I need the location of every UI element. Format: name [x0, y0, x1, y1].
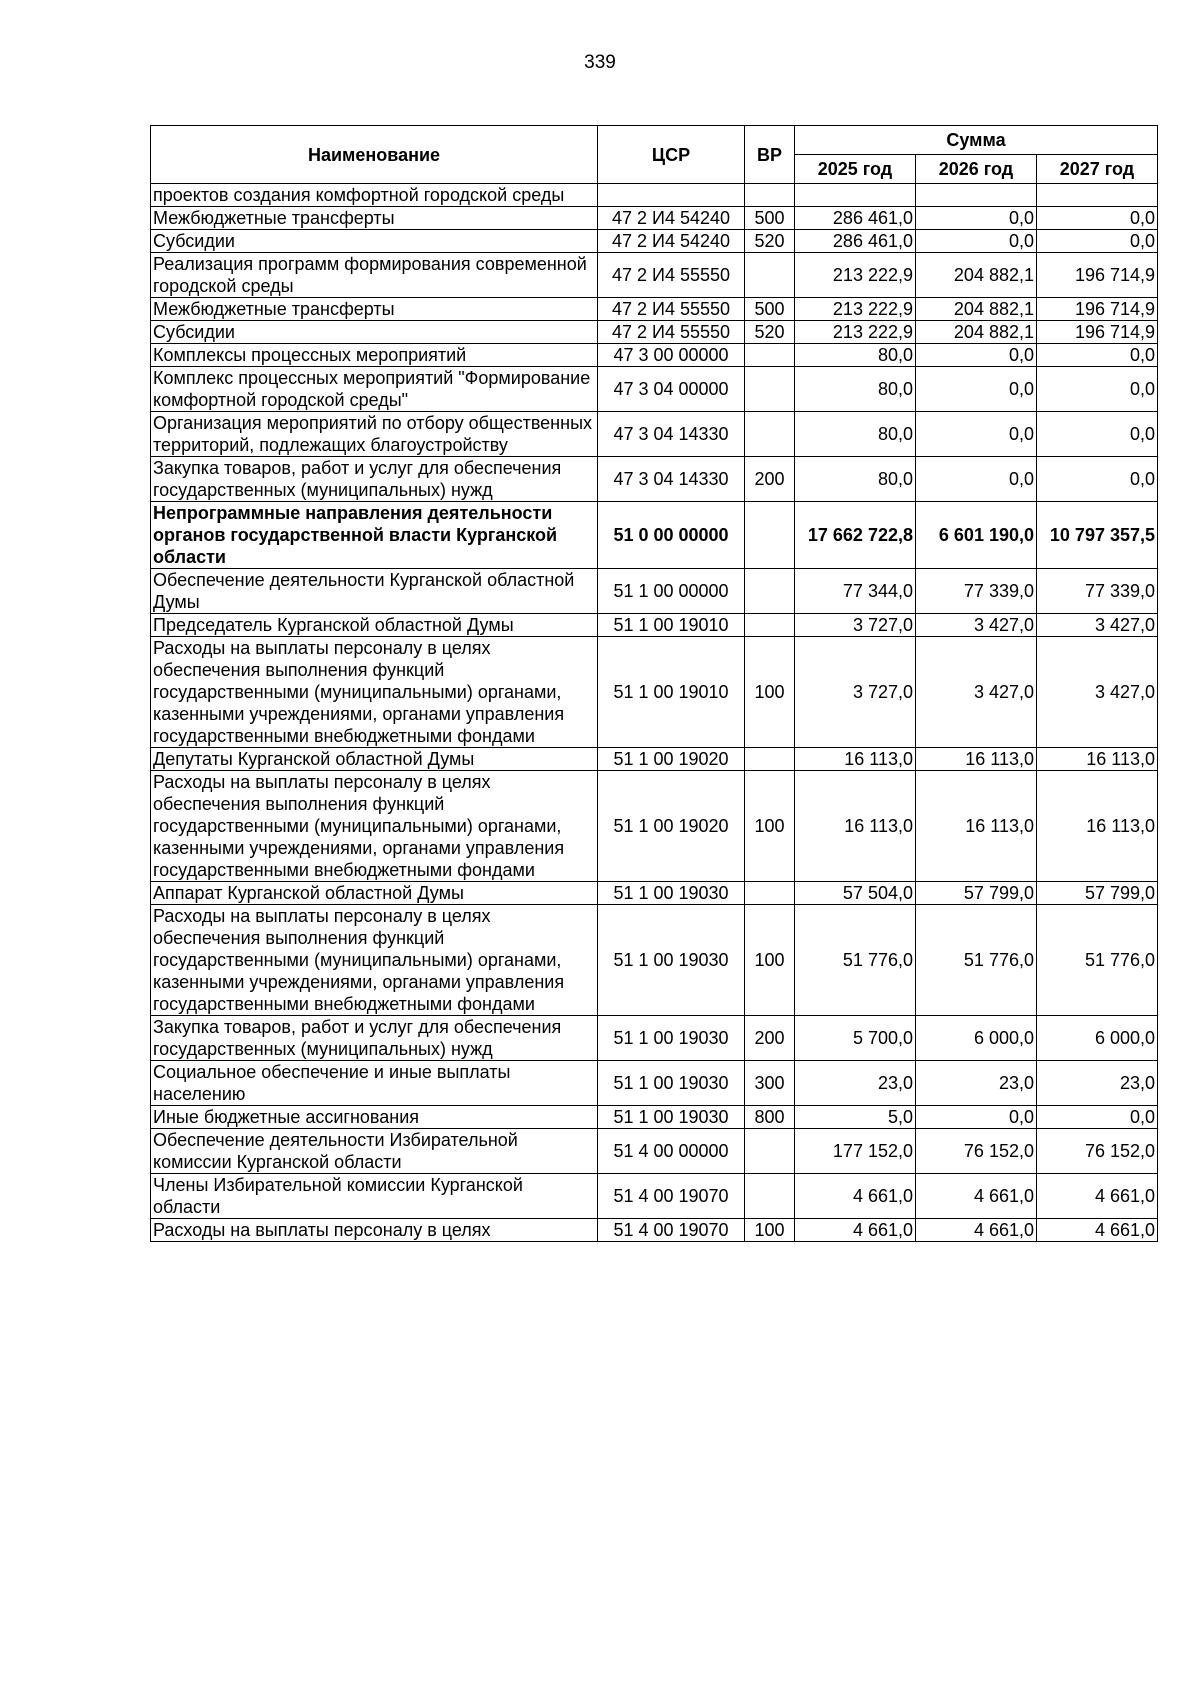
row-name: Социальное обеспечение и иные выплаты населению: [151, 1061, 598, 1106]
row-amount-2025: 286 461,0: [795, 207, 916, 230]
table-header: [151, 126, 1158, 184]
row-vr: 100: [745, 905, 795, 1016]
row-csr: 51 1 00 19010: [598, 614, 745, 637]
row-csr: 47 2 И4 54240: [598, 207, 745, 230]
table-row: [151, 367, 1158, 412]
row-amount-2025: 23,0: [795, 1061, 916, 1106]
row-csr: 51 1 00 19030: [598, 1061, 745, 1106]
row-amount-2026: 51 776,0: [916, 905, 1037, 1016]
row-amount-2025: 4 661,0: [795, 1174, 916, 1219]
row-name: Межбюджетные трансферты: [151, 207, 598, 230]
header-year-2025: 2025 год: [795, 155, 916, 184]
page-number: 339: [584, 52, 616, 73]
row-name: Члены Избирательной комиссии Курганской области: [151, 1174, 598, 1219]
row-amount-2026: 204 882,1: [916, 298, 1037, 321]
table-row: [151, 882, 1158, 905]
row-csr: 51 0 00 00000: [598, 502, 745, 569]
row-amount-2027: [1037, 184, 1158, 207]
row-vr: [745, 748, 795, 771]
row-amount-2025: 5,0: [795, 1106, 916, 1129]
row-amount-2027: 0,0: [1037, 457, 1158, 502]
row-vr: 520: [745, 321, 795, 344]
table-row: [151, 321, 1158, 344]
row-amount-2025: 16 113,0: [795, 771, 916, 882]
row-vr: 520: [745, 230, 795, 253]
row-vr: [745, 367, 795, 412]
table-row: [151, 1129, 1158, 1174]
table-row: [151, 569, 1158, 614]
row-csr: 51 1 00 19020: [598, 748, 745, 771]
row-name: Закупка товаров, работ и услуг для обеспечения государственных (муниципальных) нужд: [151, 457, 598, 502]
table-row: [151, 230, 1158, 253]
row-amount-2026: 77 339,0: [916, 569, 1037, 614]
table-row: [151, 502, 1158, 569]
row-vr: 100: [745, 771, 795, 882]
row-amount-2025: 16 113,0: [795, 748, 916, 771]
row-csr: 47 3 00 00000: [598, 344, 745, 367]
row-name: Обеспечение деятельности Курганской областной Думы: [151, 569, 598, 614]
table-row: [151, 771, 1158, 882]
row-vr: [745, 412, 795, 457]
row-csr: 47 3 04 14330: [598, 412, 745, 457]
table-row: [151, 298, 1158, 321]
row-amount-2025: 3 727,0: [795, 637, 916, 748]
table-row: [151, 1106, 1158, 1129]
row-amount-2025: 80,0: [795, 412, 916, 457]
row-amount-2026: 6 000,0: [916, 1016, 1037, 1061]
row-vr: [745, 1129, 795, 1174]
row-vr: 200: [745, 457, 795, 502]
row-csr: [598, 184, 745, 207]
header-name: Наименование: [151, 126, 598, 184]
row-csr: 47 2 И4 55550: [598, 253, 745, 298]
row-amount-2027: 3 427,0: [1037, 614, 1158, 637]
row-name: Закупка товаров, работ и услуг для обеспечения государственных (муниципальных) нужд: [151, 1016, 598, 1061]
row-amount-2027: 6 000,0: [1037, 1016, 1158, 1061]
row-name: Расходы на выплаты персоналу в целях обеспечения выполнения функций государственными (муниципальными) органами, казенными учреждениями, органами управления государственными внебюджетными фондами: [151, 905, 598, 1016]
row-csr: 51 1 00 19030: [598, 1106, 745, 1129]
budget-table: [150, 125, 1158, 1242]
row-amount-2027: 23,0: [1037, 1061, 1158, 1106]
row-name: Организация мероприятий по отбору общественных территорий, подлежащих благоустройству: [151, 412, 598, 457]
row-amount-2025: 4 661,0: [795, 1219, 916, 1242]
row-amount-2026: 0,0: [916, 207, 1037, 230]
row-amount-2025: 3 727,0: [795, 614, 916, 637]
table-body: [151, 184, 1158, 1242]
row-amount-2027: 57 799,0: [1037, 882, 1158, 905]
row-vr: [745, 614, 795, 637]
row-amount-2026: 0,0: [916, 412, 1037, 457]
row-amount-2026: 4 661,0: [916, 1174, 1037, 1219]
row-amount-2027: 0,0: [1037, 367, 1158, 412]
row-amount-2027: 0,0: [1037, 207, 1158, 230]
row-csr: 47 3 04 14330: [598, 457, 745, 502]
row-amount-2026: 204 882,1: [916, 321, 1037, 344]
row-amount-2027: 196 714,9: [1037, 253, 1158, 298]
row-amount-2026: [916, 184, 1037, 207]
row-vr: [745, 253, 795, 298]
header-vr: ВР: [745, 126, 795, 184]
row-vr: 500: [745, 207, 795, 230]
table-row: [151, 905, 1158, 1016]
row-amount-2026: 0,0: [916, 1106, 1037, 1129]
row-csr: 51 1 00 19030: [598, 1016, 745, 1061]
row-name: Депутаты Курганской областной Думы: [151, 748, 598, 771]
row-name: Аппарат Курганской областной Думы: [151, 882, 598, 905]
row-amount-2027: 16 113,0: [1037, 748, 1158, 771]
row-csr: 47 2 И4 55550: [598, 298, 745, 321]
header-year-2027: 2027 год: [1037, 155, 1158, 184]
row-amount-2026: 16 113,0: [916, 748, 1037, 771]
header-sum: Сумма: [795, 126, 1158, 155]
table-row: [151, 1219, 1158, 1242]
row-amount-2026: 3 427,0: [916, 637, 1037, 748]
row-amount-2027: 3 427,0: [1037, 637, 1158, 748]
row-amount-2027: 77 339,0: [1037, 569, 1158, 614]
row-vr: [745, 344, 795, 367]
row-amount-2026: 4 661,0: [916, 1219, 1037, 1242]
row-amount-2026: 23,0: [916, 1061, 1037, 1106]
row-amount-2025: 80,0: [795, 367, 916, 412]
table-row: [151, 1174, 1158, 1219]
row-amount-2026: 0,0: [916, 457, 1037, 502]
row-name: Непрограммные направления деятельности органов государственной власти Курганской области: [151, 502, 598, 569]
row-amount-2025: 57 504,0: [795, 882, 916, 905]
row-name: Межбюджетные трансферты: [151, 298, 598, 321]
row-amount-2027: 0,0: [1037, 344, 1158, 367]
row-name: Комплекс процессных мероприятий "Формирование комфортной городской среды": [151, 367, 598, 412]
row-vr: 200: [745, 1016, 795, 1061]
row-name: Обеспечение деятельности Избирательной комиссии Курганской области: [151, 1129, 598, 1174]
row-amount-2025: 80,0: [795, 344, 916, 367]
table-row: [151, 1016, 1158, 1061]
row-amount-2027: 4 661,0: [1037, 1174, 1158, 1219]
row-amount-2026: 0,0: [916, 367, 1037, 412]
row-amount-2027: 0,0: [1037, 1106, 1158, 1129]
row-name: Субсидии: [151, 230, 598, 253]
row-csr: 51 1 00 19010: [598, 637, 745, 748]
row-csr: 51 4 00 19070: [598, 1174, 745, 1219]
row-csr: 51 4 00 19070: [598, 1219, 745, 1242]
row-amount-2025: 286 461,0: [795, 230, 916, 253]
table-row: [151, 344, 1158, 367]
row-csr: 47 2 И4 55550: [598, 321, 745, 344]
row-amount-2025: 213 222,9: [795, 253, 916, 298]
row-amount-2026: 57 799,0: [916, 882, 1037, 905]
row-amount-2026: 0,0: [916, 344, 1037, 367]
row-amount-2027: 76 152,0: [1037, 1129, 1158, 1174]
row-name: Субсидии: [151, 321, 598, 344]
row-name: Комплексы процессных мероприятий: [151, 344, 598, 367]
row-vr: 500: [745, 298, 795, 321]
row-csr: 51 1 00 00000: [598, 569, 745, 614]
row-amount-2025: 77 344,0: [795, 569, 916, 614]
row-amount-2025: [795, 184, 916, 207]
row-csr: 51 1 00 19030: [598, 882, 745, 905]
row-amount-2025: 213 222,9: [795, 298, 916, 321]
table-row: [151, 412, 1158, 457]
row-amount-2026: 76 152,0: [916, 1129, 1037, 1174]
row-name: проектов создания комфортной городской среды: [151, 184, 598, 207]
row-amount-2026: 0,0: [916, 230, 1037, 253]
row-amount-2026: 204 882,1: [916, 253, 1037, 298]
row-amount-2027: 196 714,9: [1037, 298, 1158, 321]
row-vr: 800: [745, 1106, 795, 1129]
row-amount-2026: 16 113,0: [916, 771, 1037, 882]
row-amount-2025: 17 662 722,8: [795, 502, 916, 569]
row-vr: [745, 184, 795, 207]
row-vr: 300: [745, 1061, 795, 1106]
table-row: [151, 457, 1158, 502]
table-row: [151, 637, 1158, 748]
row-amount-2025: 213 222,9: [795, 321, 916, 344]
row-csr: 51 1 00 19020: [598, 771, 745, 882]
row-name: Расходы на выплаты персоналу в целях обеспечения выполнения функций государственными (муниципальными) органами, казенными учреждениями, органами управления государственными внебюджетными фондами: [151, 771, 598, 882]
row-amount-2025: 80,0: [795, 457, 916, 502]
row-csr: 47 3 04 00000: [598, 367, 745, 412]
table-row: [151, 748, 1158, 771]
table-row: [151, 614, 1158, 637]
table-row: [151, 184, 1158, 207]
row-amount-2027: 196 714,9: [1037, 321, 1158, 344]
row-amount-2025: 177 152,0: [795, 1129, 916, 1174]
row-name: Иные бюджетные ассигнования: [151, 1106, 598, 1129]
row-name: Расходы на выплаты персоналу в целях: [151, 1219, 598, 1242]
row-amount-2027: 10 797 357,5: [1037, 502, 1158, 569]
row-name: Реализация программ формирования современной городской среды: [151, 253, 598, 298]
table-row: [151, 1061, 1158, 1106]
row-csr: 51 1 00 19030: [598, 905, 745, 1016]
row-amount-2027: 0,0: [1037, 230, 1158, 253]
header-year-2026: 2026 год: [916, 155, 1037, 184]
row-csr: 51 4 00 00000: [598, 1129, 745, 1174]
row-vr: [745, 502, 795, 569]
row-amount-2027: 51 776,0: [1037, 905, 1158, 1016]
table-row: [151, 207, 1158, 230]
row-amount-2027: 4 661,0: [1037, 1219, 1158, 1242]
row-amount-2026: 6 601 190,0: [916, 502, 1037, 569]
row-amount-2027: 16 113,0: [1037, 771, 1158, 882]
row-vr: 100: [745, 1219, 795, 1242]
row-amount-2025: 5 700,0: [795, 1016, 916, 1061]
table-row: [151, 253, 1158, 298]
row-vr: [745, 1174, 795, 1219]
row-vr: [745, 569, 795, 614]
row-amount-2026: 3 427,0: [916, 614, 1037, 637]
row-vr: [745, 882, 795, 905]
row-name: Председатель Курганской областной Думы: [151, 614, 598, 637]
row-name: Расходы на выплаты персоналу в целях обеспечения выполнения функций государственными (муниципальными) органами, казенными учреждениями, органами управления государственными внебюджетными фондами: [151, 637, 598, 748]
header-csr: ЦСР: [598, 126, 745, 184]
row-amount-2027: 0,0: [1037, 412, 1158, 457]
row-vr: 100: [745, 637, 795, 748]
row-amount-2025: 51 776,0: [795, 905, 916, 1016]
row-csr: 47 2 И4 54240: [598, 230, 745, 253]
